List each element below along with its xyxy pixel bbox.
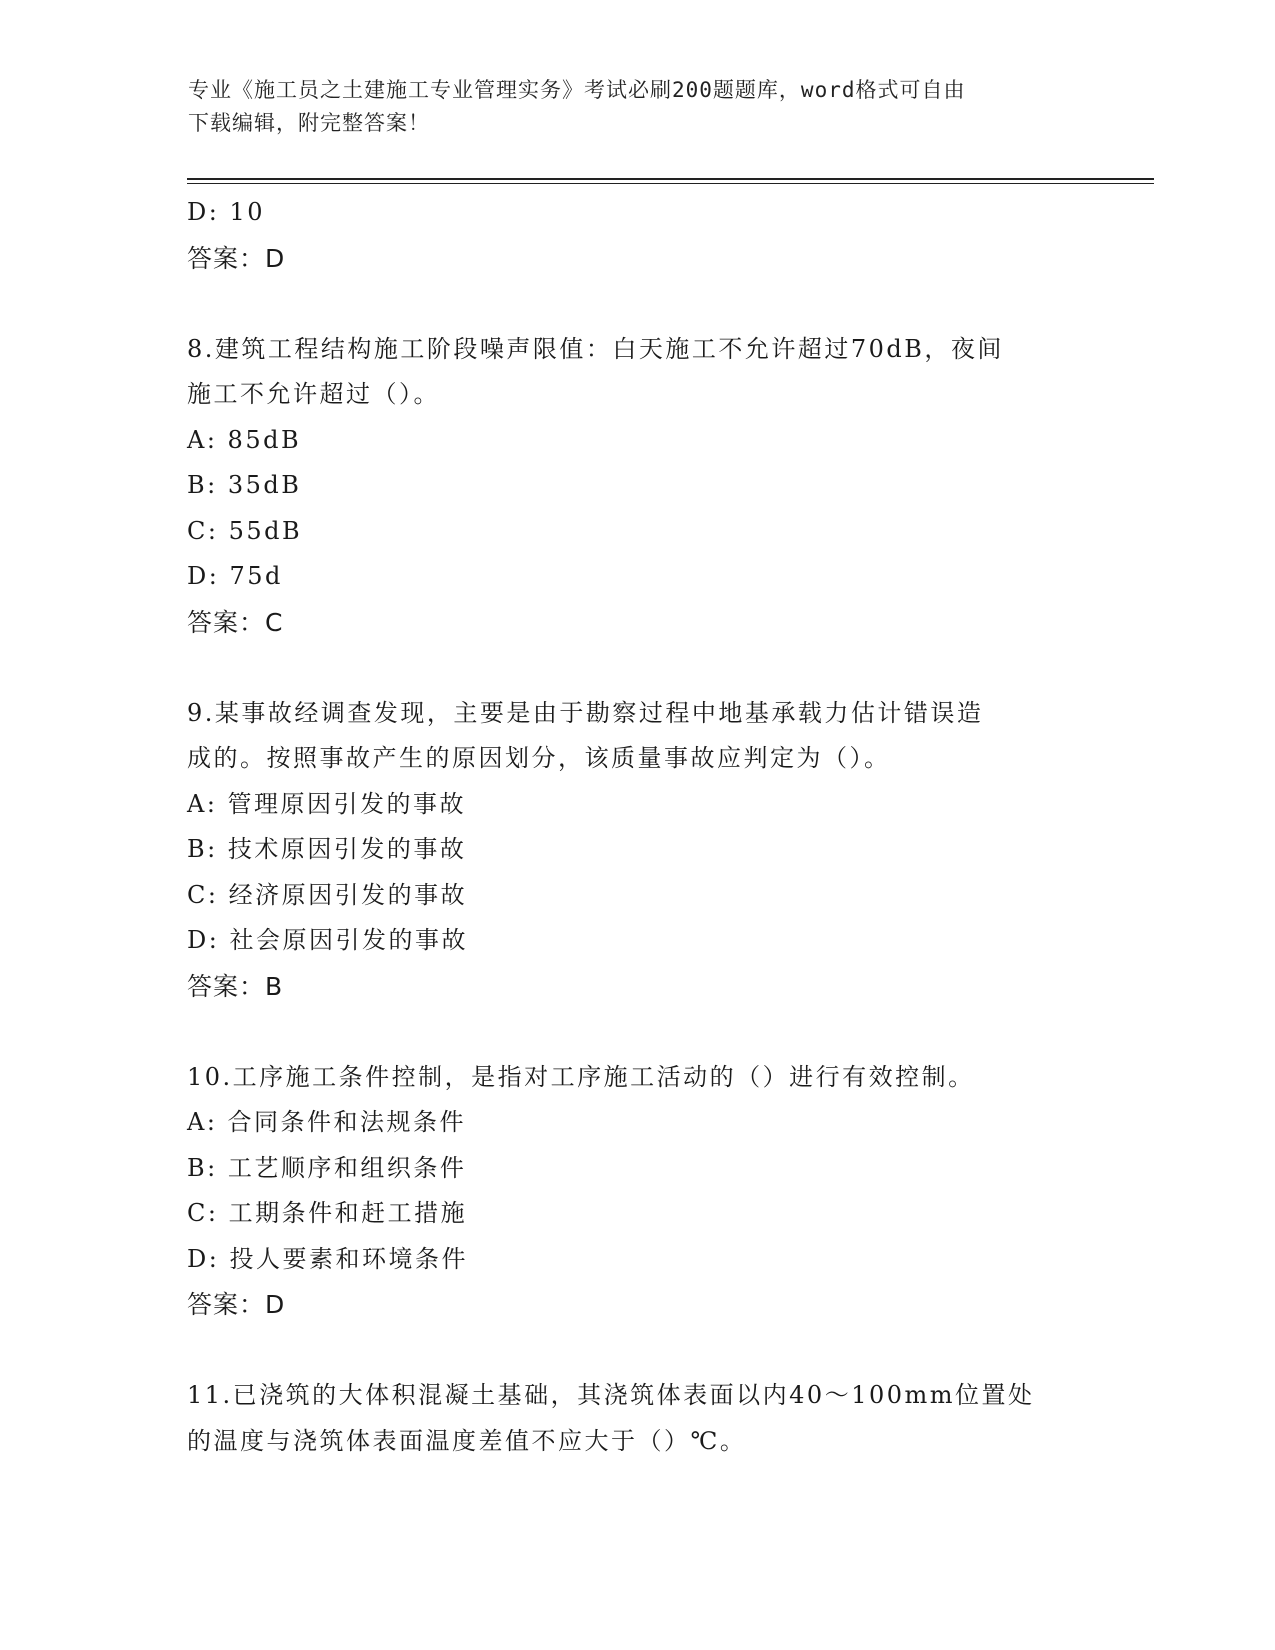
question-stem-continued: 成的。按照事故产生的原因划分，该质量事故应判定为（）。 — [187, 744, 891, 772]
question-stem: 9.某事故经调查发现，主要是由于勘察过程中地基承载力估计错误造 — [187, 698, 984, 727]
option-c: C: 经济原因引发的事故 — [187, 880, 468, 909]
option-d: D: 投人要素和环境条件 — [187, 1244, 468, 1273]
header-divider-thick — [187, 178, 1154, 180]
option-a: A: 85dB — [187, 425, 302, 454]
option-d: D: 75d — [187, 562, 283, 590]
option-b: B: 工艺顺序和组织条件 — [187, 1153, 467, 1182]
question-10 — [187, 1055, 1087, 1328]
spacer — [187, 281, 1087, 327]
option-a: A: 管理原因引发的事故 — [187, 789, 467, 818]
question-stem: 8.建筑工程结构施工阶段噪声限值：白天施工不允许超过70dB，夜间 — [187, 334, 1004, 363]
option-d: D: 社会原因引发的事故 — [187, 926, 468, 954]
spacer — [187, 645, 1087, 691]
question-11 — [187, 1373, 1087, 1464]
question-9 — [187, 691, 1087, 1010]
option-c: C: 工期条件和赶工措施 — [187, 1199, 468, 1227]
option-d: D: 10 — [187, 198, 265, 226]
question-stem-continued: 的温度与浇筑体表面温度差值不应大于（）℃。 — [187, 1426, 747, 1455]
answer-line: 答案：D — [187, 243, 286, 273]
option-b: B: 35dB — [187, 471, 302, 499]
option-a: A: 合同条件和法规条件 — [187, 1108, 467, 1136]
question-stem: 10.工序施工条件控制，是指对工序施工活动的（）进行有效控制。 — [187, 1062, 975, 1091]
question-8 — [187, 327, 1087, 646]
spacer — [187, 1328, 1087, 1374]
answer-line: 答案：B — [187, 971, 284, 1001]
answer-line: 答案：C — [187, 607, 284, 637]
option-c: C: 55dB — [187, 516, 303, 545]
document-header — [188, 74, 1068, 140]
question-stem-continued: 施工不允许超过（）。 — [187, 380, 440, 408]
header-line-2: 下载编辑，附完整答案！ — [188, 111, 430, 135]
spacer — [187, 1009, 1087, 1055]
question-stem: 11.已浇筑的大体积混凝土基础，其浇筑体表面以内40～100mm位置处 — [187, 1381, 1035, 1409]
option-b: B: 技术原因引发的事故 — [187, 835, 467, 863]
question-list — [187, 190, 1087, 1464]
answer-line: 答案：D — [187, 1290, 286, 1319]
header-line-1: 专业《施工员之土建施工专业管理实务》考试必刷200题题库，word格式可自由 — [188, 78, 966, 102]
header-divider-thin — [187, 183, 1154, 184]
